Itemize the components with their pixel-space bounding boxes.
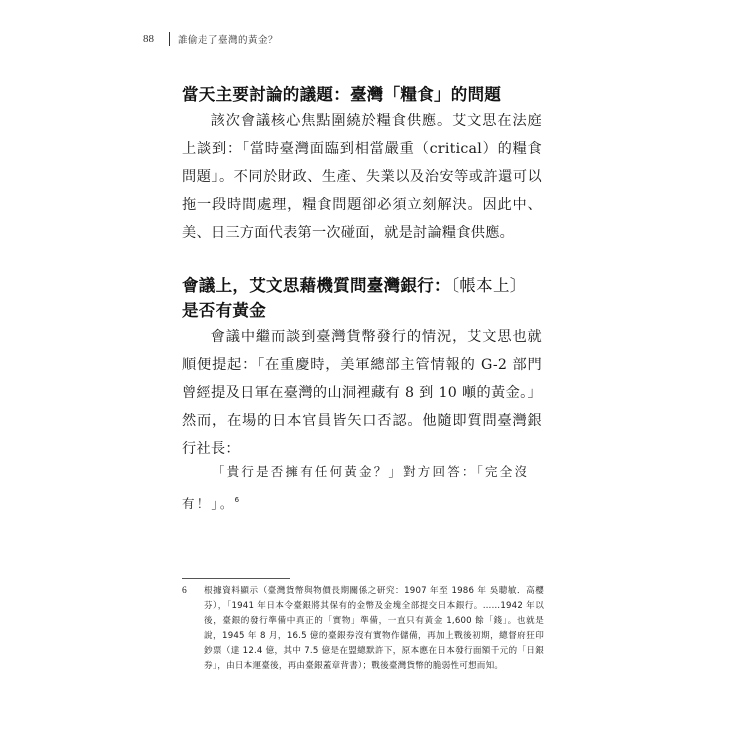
paragraph-food xyxy=(182,107,542,247)
running-head xyxy=(143,30,278,48)
footnote-number: 6 xyxy=(182,586,187,596)
section-heading-gold-main: 會議上，艾文思藉機質問臺灣銀行： xyxy=(182,276,451,295)
footnote-text: 根據資料顯示（臺灣貨幣與物價長期關係之研究：1907 年至 1986 年 吳聰敏．高櫻芬），「1941 年日本令臺銀將其保有的金幣及金塊全部提交日本銀行。……1942 年以後，臺銀的發行準備中真正的「實物」準備，一直只有黃金 1,600 餘「錢」。也就是說，1945 年 8 月，16.5 億的臺銀券沒有實物作儲備，再加上戰後初期，總督府狂印鈔票（達 12.4 億，其中 7.5 億是在盟總默許下，原本應在日本發行面額千元的「日銀券」，由日本運臺後，再由臺銀蓋章背書）；戰後臺灣貨幣的脆弱性可想而知。 xyxy=(204,586,544,671)
main-text xyxy=(182,82,542,463)
footnote-rule xyxy=(182,578,290,579)
page-number: 88 xyxy=(143,33,154,45)
section-heading-gold-line2: 是否有黃金 xyxy=(182,301,266,320)
section-heading-gold xyxy=(182,273,542,323)
paragraph-gold-text: 會議中繼而談到臺灣貨幣發行的情況，艾文思也就順便提起：「在重慶時，美軍總部主管情報的 G-2 部門曾經提及日軍在臺灣的山洞裡藏有 8 到 10 噸的黃金。」然而，在場的日本官員皆矢口否認。他隨即質問臺灣銀行社長： xyxy=(182,329,542,457)
section-heading-food: 當天主要討論的議題：臺灣「糧食」的問題 xyxy=(182,85,502,104)
running-head-divider xyxy=(169,32,170,46)
quote-text: 「貴行是否擁有任何黃金？」對方回答：「完全沒有！」。 xyxy=(182,464,530,511)
footnote xyxy=(182,584,544,674)
book-title: 誰偷走了臺灣的黃金？ xyxy=(178,35,279,46)
block-quote xyxy=(182,458,542,518)
paragraph-food-text: 該次會議核心焦點圍繞於糧食供應。艾文思在法庭上談到：「當時臺灣面臨到相當嚴重（critical）的糧食問題」。不同於財政、生產、失業以及治安等或許還可以拖一段時間處理，糧食問題卻必須立刻解決。因此中、美、日三方面代表第一次碰面，就是討論糧食供應。 xyxy=(182,113,542,241)
paragraph-gold xyxy=(182,323,542,463)
section-heading-gold-bracket: 〔帳本上〕 xyxy=(450,276,527,295)
footnote-reference: 6 xyxy=(234,496,240,504)
